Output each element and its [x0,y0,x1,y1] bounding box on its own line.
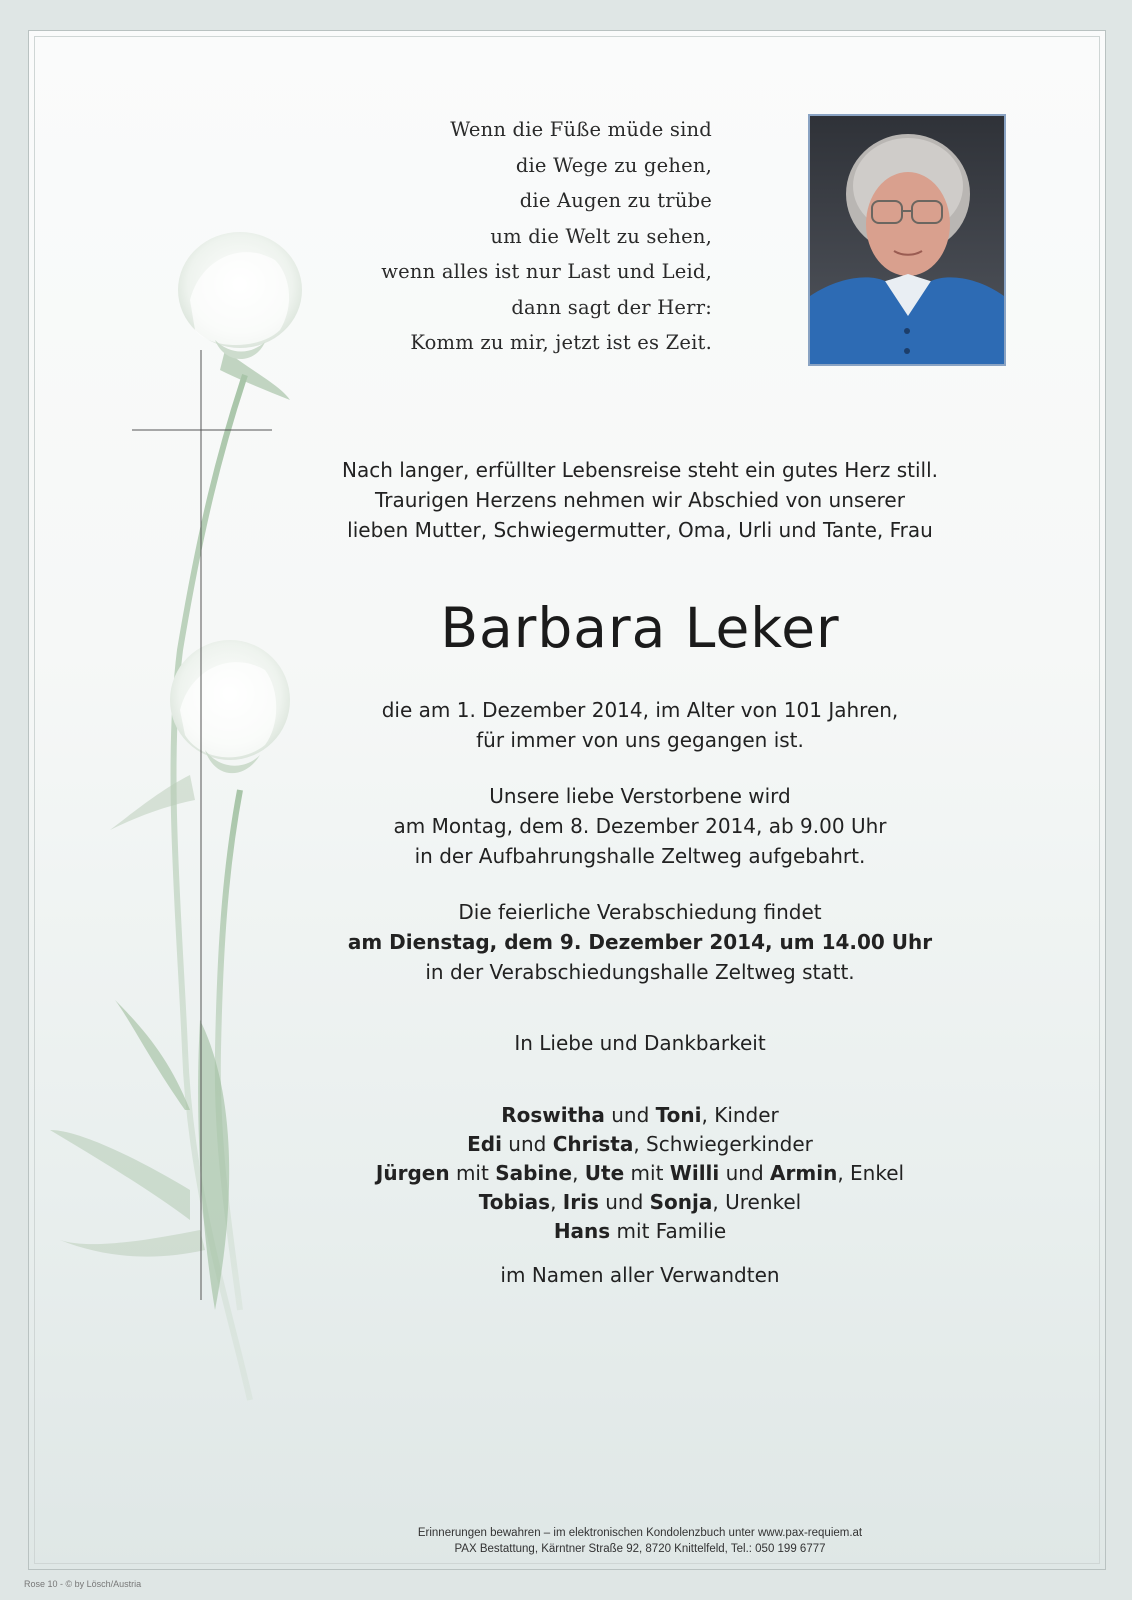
mourner-name: Christa [552,1132,634,1156]
poem-line: dann sagt der Herr: [511,295,712,319]
poem-line: Komm zu mir, jetzt ist es Zeit. [410,331,712,354]
death-line: für immer von uns gegangen ist. [476,728,804,752]
mourner-name: Sonja [649,1190,713,1214]
connector: mit [624,1161,670,1185]
relation: , Urenkel [712,1190,802,1214]
mourner-name: Toni [655,1103,702,1127]
relation: , Schwiegerkinder [633,1132,813,1156]
poem [300,112,712,361]
mourner-row [300,1159,980,1188]
intro-line: lieben Mutter, Schwiegermutter, Oma, Urli und Tante, Frau [347,518,933,542]
closing-text: im Namen aller Verwandten [500,1263,780,1287]
connector: , [550,1190,563,1214]
mourner-name: Armin [770,1161,838,1185]
dedication-text: In Liebe und Dankbarkeit [514,1031,766,1055]
mourner-row [300,1130,980,1159]
viewing-line: Unsere liebe Verstorbene wird [489,784,791,808]
connector: und [598,1190,650,1214]
deceased-name: Barbara Leker [440,596,840,660]
farewell-line: in der Verabschiedungshalle Zeltweg statt. [425,960,855,984]
footer-line: Erinnerungen bewahren – im elektronischen Kondolenzbuch unter www.pax-requiem.at [417,1527,863,1539]
closing [300,1260,980,1290]
death-line: die am 1. Dezember 2014, im Alter von 101 Jahren, [381,698,899,722]
poem-line: Wenn die Füße müde sind [450,118,712,141]
rose-bloom [170,640,290,773]
intro-text [300,455,980,545]
portrait-photo [808,114,1006,366]
farewell-date-line: am Dienstag, dem 9. Dezember 2014, um 14.00 Uhr [347,930,933,954]
rose-bloom [178,232,302,359]
leaf [60,1230,205,1257]
leaf [220,350,290,400]
mourner-name: Edi [467,1132,502,1156]
death-notice [300,695,980,755]
mourner-row [300,1188,980,1217]
viewing-info [300,781,980,871]
connector: , [572,1161,585,1185]
farewell-info [300,897,980,987]
mourners-list [300,1101,980,1246]
footer [300,1525,980,1557]
mourner-name: Iris [562,1190,599,1214]
mourner-name: Hans [553,1219,611,1243]
mourner-name: Sabine [495,1161,573,1185]
connector: und [719,1161,771,1185]
connector: und [501,1132,553,1156]
poem-line: die Augen zu trübe [519,189,712,212]
image-credit: Rose 10 - © by Lösch/Austria [24,1579,142,1589]
relation: , Kinder [701,1103,779,1127]
leaf [198,1020,229,1310]
connector: und [604,1103,656,1127]
viewing-line: in der Aufbahrungshalle Zeltweg aufgebahrt. [414,844,866,868]
mourner-name: Roswitha [501,1103,605,1127]
mourner-row [300,1217,980,1246]
viewing-line: am Montag, dem 8. Dezember 2014, ab 9.00 Uhr [393,814,887,838]
intro-line: Nach langer, erfüllter Lebensreise steht ein gutes Herz still. [341,458,938,482]
farewell-line: Die feierliche Verabschiedung findet [458,900,822,924]
poem-line: die Wege zu gehen, [515,153,712,177]
poem-line: um die Welt zu sehen, [490,224,712,248]
relation: , Enkel [837,1161,905,1185]
rose-illustration [40,230,340,1410]
leaf [115,1000,190,1110]
leaf [50,1130,190,1220]
mourner-row [300,1101,980,1130]
connector: mit [449,1161,496,1185]
poem-line: wenn alles ist nur Last und Leid, [381,260,712,283]
relation: mit Familie [610,1219,727,1243]
footer-line: PAX Bestattung, Kärntner Straße 92, 8720 Knittelfeld, Tel.: 050 199 6777 [454,1543,826,1555]
mourner-name: Ute [584,1161,625,1185]
mourner-name: Jürgen [375,1161,450,1185]
intro-line: Traurigen Herzens nehmen wir Abschied von unserer [375,488,905,512]
dedication [300,1028,980,1058]
leaf [110,775,195,830]
mourner-name: Willi [669,1161,720,1185]
mourner-name: Tobias [478,1190,551,1214]
